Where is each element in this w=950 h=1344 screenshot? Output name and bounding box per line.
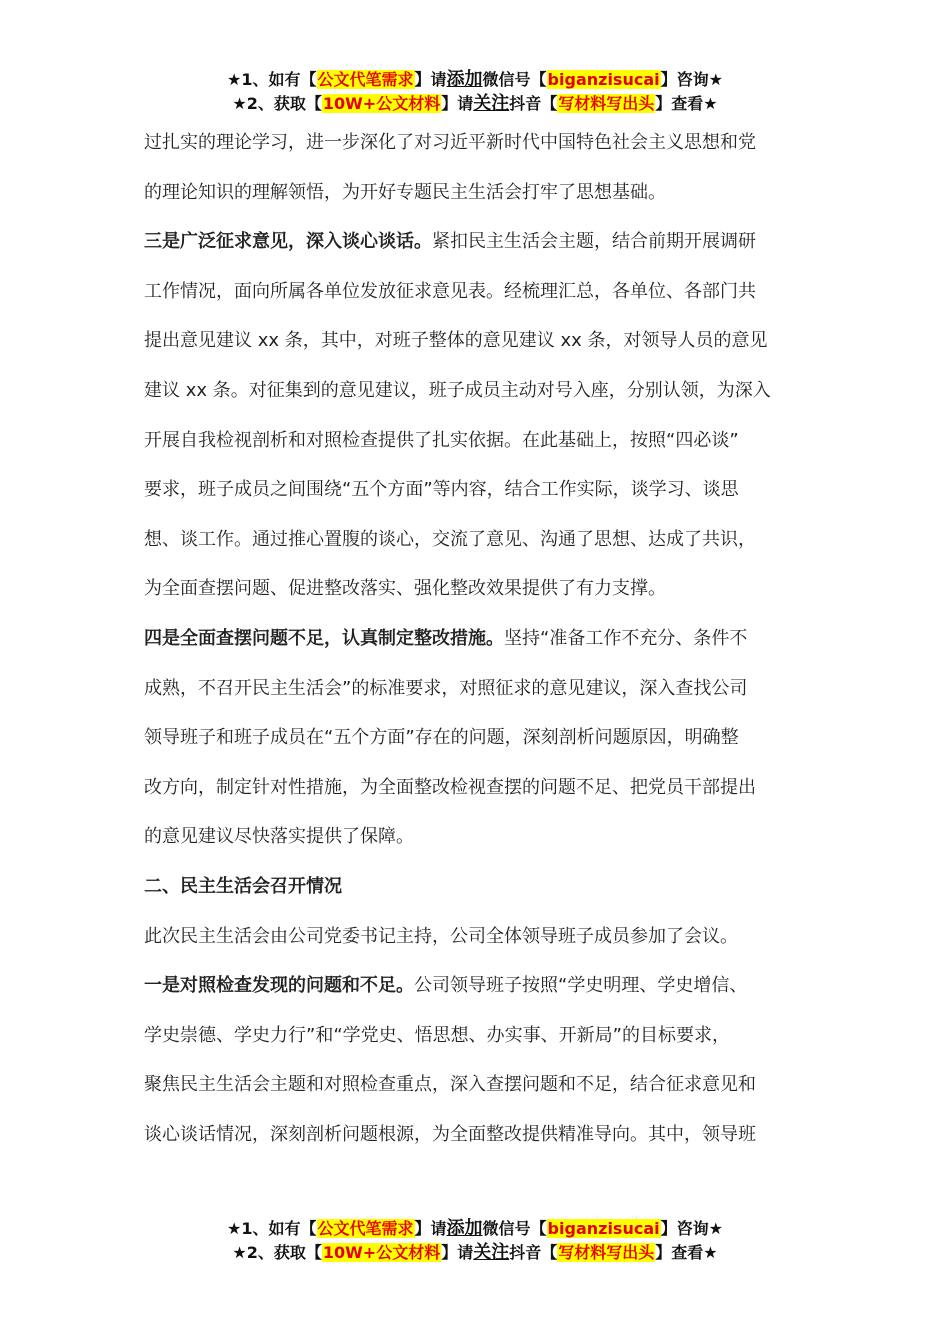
banner-text: 】咨询★ — [660, 1219, 723, 1238]
banner-text: 】请 — [414, 1219, 447, 1238]
footer-banner — [0, 1217, 950, 1265]
banner-line-1 — [0, 1217, 950, 1241]
body-line: 学史崇德、学史力行”和“学党史、悟思想、办实事、开新局”的目标要求， — [144, 1024, 730, 1046]
wechat-id-highlight: biganzisucai — [547, 1219, 660, 1238]
section-heading: 二、民主生活会召开情况 — [144, 875, 342, 897]
highlight-text: 公文代笔需求 — [317, 1219, 414, 1238]
highlight-text: 10W+公文材料 — [322, 94, 441, 113]
document-body — [144, 118, 806, 1159]
paragraph-text: 紧扣民主生活会主题，结合前期开展调研 — [432, 231, 756, 253]
body-line: 改方向，制定针对性措施，为全面整改检视查摆的问题不足、把党员干部提出 — [144, 776, 756, 798]
banner-text: 微信号【 — [482, 1219, 547, 1238]
douyin-id-highlight: 写材料写出头 — [558, 1243, 655, 1262]
banner-line-2 — [0, 1241, 950, 1265]
banner-text: ★1、如有【 — [227, 70, 317, 89]
body-line: 谈心谈话情况，深刻剖析问题根源，为全面整改提供精准导向。其中，领导班 — [144, 1123, 756, 1145]
highlight-text: 10W+公文材料 — [322, 1243, 441, 1262]
body-line: 过扎实的理论学习，进一步深化了对习近平新时代中国特色社会主义思想和党 — [144, 132, 756, 153]
banner-text: 】咨询★ — [660, 70, 723, 89]
banner-text: ★2、获取【 — [232, 1243, 322, 1262]
body-line: 领导班子和班子成员在“五个方面”存在的问题，深刻剖析问题原因，明确整 — [144, 727, 739, 749]
header-banner — [0, 68, 950, 116]
banner-text: 】请 — [441, 94, 474, 113]
highlight-text: 公文代笔需求 — [317, 70, 414, 89]
banner-text: 】请 — [441, 1243, 474, 1262]
body-line — [144, 614, 806, 664]
banner-line-2 — [0, 92, 950, 116]
body-line: 的理论知识的理解领悟，为开好专题民主生活会打牢了思想基础。 — [144, 181, 666, 203]
body-line: 为全面查摆问题、促进整改落实、强化整改效果提供了有力支撑。 — [144, 578, 666, 600]
paragraph-lead: 三是广泛征求意见，深入谈心谈话。 — [144, 231, 432, 253]
paragraph-text: 坚持“准备工作不充分、条件不 — [504, 627, 748, 649]
body-line: 要求，班子成员之间围绕“五个方面”等内容，结合工作实际，谈学习、谈思 — [144, 479, 739, 501]
banner-text: ★2、获取【 — [232, 94, 322, 113]
paragraph-lead: 四是全面查摆问题不足，认真制定整改措施。 — [144, 627, 504, 649]
body-line: 此次民主生活会由公司党委书记主持，公司全体领导班子成员参加了会议。 — [144, 925, 738, 947]
banner-text: 】请 — [414, 70, 447, 89]
banner-text: ★1、如有【 — [227, 1219, 317, 1238]
body-line — [144, 217, 806, 267]
banner-text: 抖音【 — [509, 1243, 558, 1262]
emphasis-text: 关注 — [473, 93, 510, 114]
paragraph-lead: 一是对照检查发现的问题和不足。 — [144, 975, 414, 997]
emphasis-text: 添加 — [446, 69, 483, 90]
paragraph-text: 公司领导班子按照“学史明理、学史增信、 — [414, 975, 748, 997]
wechat-id-highlight: biganzisucai — [547, 70, 660, 89]
douyin-id-highlight: 写材料写出头 — [558, 94, 655, 113]
body-line: 成熟，不召开民主生活会”的标准要求，对照征求的意见建议，深入查找公司 — [144, 677, 748, 699]
body-line: 想、谈工作。通过推心置腹的谈心，交流了意见、沟通了思想、达成了共识， — [144, 528, 756, 550]
body-line: 建议 xx 条。对征集到的意见建议，班子成员主动对号入座，分别认领，为深入 — [144, 379, 771, 401]
banner-line-1 — [0, 68, 950, 92]
emphasis-text: 关注 — [473, 1242, 510, 1263]
body-line: 聚焦民主生活会主题和对照检查重点，深入查摆问题和不足，结合征求意见和 — [144, 1074, 756, 1096]
body-line — [144, 961, 806, 1011]
body-line: 提出意见建议 xx 条，其中，对班子整体的意见建议 xx 条，对领导人员的意见 — [144, 330, 768, 352]
body-line: 工作情况，面向所属各单位发放征求意见表。经梳理汇总，各单位、各部门共 — [144, 280, 756, 302]
body-line: 的意见建议尽快落实提供了保障。 — [144, 826, 414, 848]
banner-text: 微信号【 — [482, 70, 547, 89]
banner-text: 】查看★ — [655, 1243, 718, 1262]
banner-text: 】查看★ — [655, 94, 718, 113]
banner-text: 抖音【 — [509, 94, 558, 113]
emphasis-text: 添加 — [446, 1218, 483, 1239]
body-line: 开展自我检视剖析和对照检查提供了扎实依据。在此基础上，按照“四必谈” — [144, 429, 739, 451]
